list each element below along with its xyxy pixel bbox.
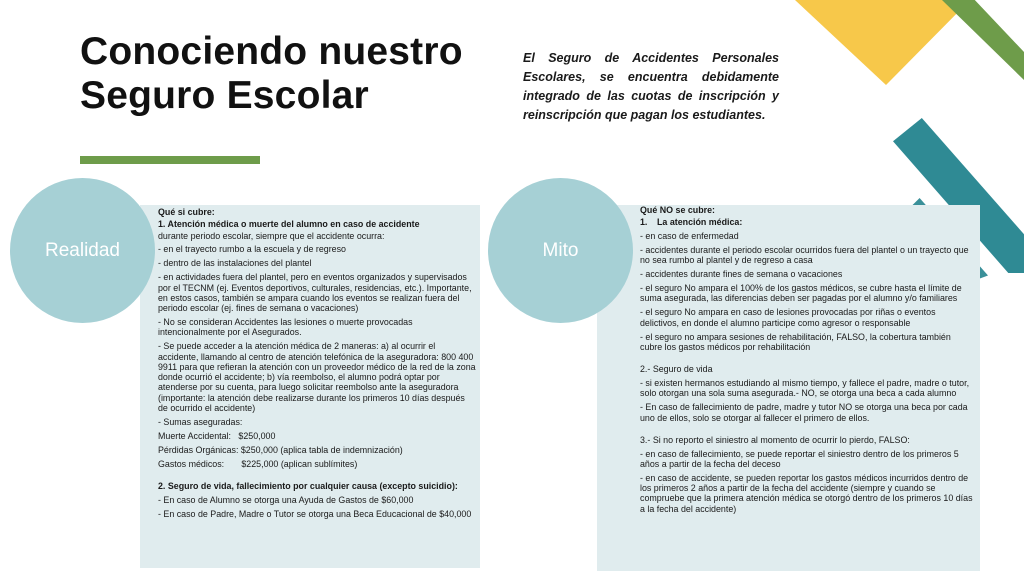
list-item: - No se consideran Accidentes las lesiones o muerte provocadas intencionalmente por el Asegurados. (158, 317, 413, 338)
list-item: - dentro de las instalaciones del plantel (158, 258, 312, 269)
realidad-section2-title: 2. Seguro de vida, fallecimiento por cualquier causa (excepto suicidio): (158, 480, 458, 491)
title-underline-bar (80, 156, 260, 164)
list-item: - en caso de accidente, se pueden reportar los gastos médicos incurridos dentro de los primeros 2 años a partir de la fecha del accidente (siempre y cuando se compruebe que la primera atención médica se otorgó dentro de los primeros 10 días a la fecha del accidente) (640, 472, 973, 514)
slide-title: Conociendo nuestro Seguro Escolar (80, 30, 463, 117)
mito-text (640, 205, 974, 518)
list-item: - accidentes durante el periodo escolar ocurridos fuera del plantel o un trayecto que no sea rumbo al plantel y de regreso a casa (640, 245, 969, 266)
list-item: - el seguro No ampara en caso de lesiones provocadas por riñas o eventos delictivos, en donde el alumno participe como agresor o responsable (640, 307, 936, 328)
list-item: - en el trayecto rumbo a la escuela y de regreso (158, 244, 346, 255)
mito-section1-label: La atención médica: (657, 217, 743, 228)
list-item: - Se puede acceder a la atención médica de 2 maneras: a) al ocurrir el accidente, llamando al centro de atención telefónica de la aseguradora: 800 400 9911 para que refieran la atención con un proveedor médico de la red de la zona donde ocurrió el accidente; b) vía reembolso, el alumno podrá optar por atenderse por su cuenta, para luego solicitar reembolso ante la aseguradora (importante: la atención debe realizarse durante los primeros 10 días después de ocurrido el accidente) (158, 341, 476, 414)
realidad-label: Realidad (45, 239, 120, 261)
list-item: - si existen hermanos estudiando al mismo tiempo, y fallece el padre, madre o tutor, solo otorgan una sola suma asegurada.- NO, se otorga una beca a cada alumno (640, 378, 970, 399)
mito-section3-title: 3.- Si no reporto el siniestro al momento de ocurrir lo pierdo, FALSO: (640, 434, 910, 445)
sum-item: Muerte Accidental: $250,000 (158, 430, 276, 441)
list-item: - accidentes durante fines de semana o vacaciones (640, 269, 843, 280)
realidad-section1-sub: durante periodo escolar, siempre que el accidente ocurra: (158, 230, 385, 241)
realidad-circle (10, 178, 155, 323)
list-item: - En caso de fallecimiento de padre, madre y tutor NO se otorga una beca por cada uno de ellos, solo se otorgar al fallecer el primero de ellos. (640, 402, 968, 423)
mito-heading: Qué NO se cubre: (640, 205, 715, 215)
realidad-text (158, 207, 476, 523)
list-item: - En caso de Alumno se otorga una Ayuda de Gastos de $60,000 (158, 494, 414, 505)
mito-section1-title (640, 217, 974, 227)
intro-text: El Seguro de Accidentes Personales Escolares, se encuentra debidamente integrado de las cuotas de inscripción y reinscripción que pagan los estudiantes. (523, 51, 779, 122)
mito-section1-number: 1. (640, 217, 648, 228)
list-item: - Sumas aseguradas: (158, 416, 243, 427)
list-item: - en caso de enfermedad (640, 231, 739, 242)
realidad-heading: Qué si cubre: (158, 207, 215, 217)
list-item: - el seguro No ampara el 100% de los gastos médicos, se cubre hasta el límite de suma asegurada, las diferencias deben ser pagadas por el alumno y/o familiares (640, 283, 962, 304)
list-item: - en caso de fallecimiento, se puede reportar el siniestro dentro de los primeros 5 años a partir de la fecha del deceso (640, 448, 959, 469)
decorative-yellow-triangle (795, 0, 970, 85)
list-item: - en actividades fuera del plantel, pero en eventos organizados y supervisados por el TECNM (ej. Eventos deportivos, culturales, residencias, etc.). Importante, en estos casos, también se ampara cuando los eventos se realizan fuera del periodo escolar (ej. fines de semana o vacaciones) (158, 272, 472, 314)
realidad-section1-title: 1. Atención médica o muerte del alumno en caso de accidente (158, 219, 420, 230)
mito-circle (488, 178, 633, 323)
sum-item: Gastos médicos: $225,000 (aplican sublímites) (158, 458, 358, 469)
mito-label: Mito (542, 239, 579, 261)
mito-section2-title: 2.- Seguro de vida (640, 364, 713, 375)
list-item: - En caso de Padre, Madre o Tutor se otorga una Beca Educacional de $40,000 (158, 508, 472, 519)
list-item: - el seguro no ampara sesiones de rehabilitación, FALSO, la cobertura también cubre los gastos médicos por rehabilitación (640, 331, 951, 352)
sum-item: Pérdidas Orgánicas: $250,000 (aplica tabla de indemnización) (158, 444, 403, 455)
